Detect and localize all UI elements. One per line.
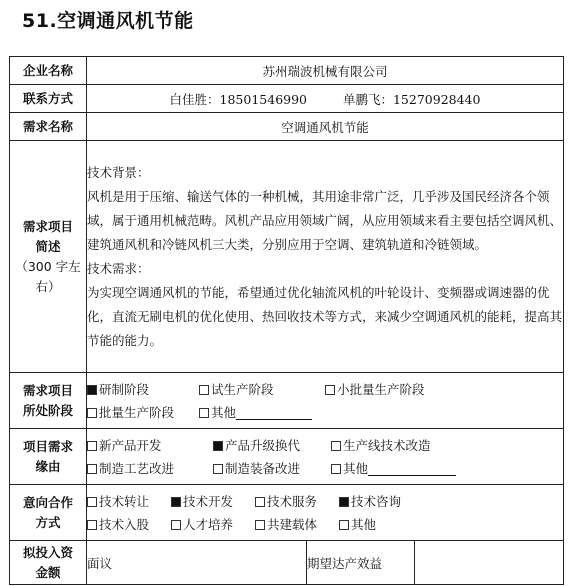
other-blank-line[interactable]	[236, 405, 312, 420]
stage-options	[87, 373, 564, 429]
origin-option[interactable]: 制造装备改进	[213, 457, 331, 480]
description-paragraph: 为实现空调通风机的节能，希望通过优化轴流风机的叶轮设计、变频器或调速器的优化，直流无刷电机的优化使用、热回收技术等方式，来减少空调通风机的能耗，提高其节能的能力。	[87, 284, 563, 348]
stage-option[interactable]: 其他	[199, 401, 312, 424]
checkbox-icon[interactable]	[213, 441, 223, 451]
investment-value: 面议	[87, 541, 307, 585]
investment-row	[10, 541, 564, 585]
checkbox-icon[interactable]	[199, 408, 209, 418]
origin-option[interactable]: 制造工艺改进	[87, 457, 213, 480]
demand-form-table	[9, 56, 564, 585]
checkbox-icon[interactable]	[325, 385, 335, 395]
checkbox-icon[interactable]	[87, 497, 97, 507]
cooperation-row	[10, 485, 564, 541]
description-label	[10, 141, 87, 373]
contact-row	[10, 85, 564, 113]
contact-label: 联系方式	[10, 85, 87, 113]
cooperation-option[interactable]: 其他	[339, 513, 376, 536]
investment-label-line: 金额	[35, 564, 61, 580]
demand-name-row	[10, 113, 564, 141]
origin-label-line: 缘由	[35, 458, 61, 474]
investment-label-line: 拟投入资	[22, 544, 73, 560]
checkbox-icon[interactable]	[87, 441, 97, 451]
cooperation-label	[10, 485, 87, 541]
description-label-line: （300 字左	[15, 258, 81, 274]
demand-name-value: 空调通风机节能	[87, 113, 564, 141]
checkbox-icon[interactable]	[171, 497, 181, 507]
origin-row	[10, 429, 564, 485]
investment-label	[10, 541, 87, 585]
origin-label-line: 项目需求	[22, 438, 73, 454]
checkbox-icon[interactable]	[87, 385, 97, 395]
cooperation-option[interactable]: 共建载体	[255, 513, 339, 536]
cooperation-option[interactable]: 技术入股	[87, 513, 171, 536]
origin-option[interactable]: 生产线技术改造	[331, 434, 431, 457]
checkbox-icon[interactable]	[171, 520, 181, 530]
stage-option[interactable]: 批量生产阶段	[87, 401, 199, 424]
checkbox-icon[interactable]	[331, 441, 341, 451]
origin-option[interactable]: 新产品开发	[87, 434, 213, 457]
checkbox-icon[interactable]	[87, 520, 97, 530]
description-text	[87, 141, 564, 373]
company-value: 苏州瑞波机械有限公司	[87, 57, 564, 85]
origin-option[interactable]: 产品升级换代	[213, 434, 331, 457]
benefit-label: 期望达产效益	[307, 541, 415, 585]
origin-options	[87, 429, 564, 485]
cooperation-option[interactable]: 人才培养	[171, 513, 255, 536]
stage-label-line: 需求项目	[22, 382, 73, 398]
description-label-line: 简述	[35, 238, 61, 254]
company-label: 企业名称	[10, 57, 87, 85]
checkbox-icon[interactable]	[255, 520, 265, 530]
cooperation-option[interactable]: 技术服务	[255, 490, 339, 513]
contact-person-2: 单鹏飞：15270928440	[342, 91, 481, 107]
description-paragraph: 技术需求：	[87, 260, 150, 276]
description-label-line: 需求项目	[22, 218, 73, 234]
cooperation-option[interactable]: 技术转让	[87, 490, 171, 513]
checkbox-icon[interactable]	[213, 464, 223, 474]
page-title: 51.空调通风机节能	[22, 10, 194, 32]
stage-row	[10, 373, 564, 429]
description-row	[10, 141, 564, 373]
stage-option[interactable]: 试生产阶段	[199, 378, 325, 401]
description-label-line: 右）	[35, 278, 61, 294]
checkbox-icon[interactable]	[87, 464, 97, 474]
cooperation-option[interactable]: 技术开发	[171, 490, 255, 513]
checkbox-icon[interactable]	[199, 385, 209, 395]
checkbox-icon[interactable]	[339, 520, 349, 530]
stage-label-line: 所处阶段	[22, 402, 73, 418]
stage-option[interactable]: 小批量生产阶段	[325, 378, 425, 401]
description-paragraph: 技术背景：	[87, 164, 150, 180]
cooperation-label-line: 意向合作	[22, 494, 73, 510]
checkbox-icon[interactable]	[87, 408, 97, 418]
cooperation-options	[87, 485, 564, 541]
cooperation-option[interactable]: 技术咨询	[339, 490, 401, 513]
description-paragraph: 风机是用于压缩、输送气体的一种机械，其用途非常广泛，几乎涉及国民经济各个领域，属于通用机械范畴。风机产品应用领域广阔，从应用领域来看主要包括空调风机、建筑通风机和冷链风机三大类，分别应用于空调、建筑轨道和冷链领域。	[87, 188, 563, 252]
benefit-value[interactable]	[415, 541, 564, 585]
stage-option[interactable]: 研制阶段	[87, 378, 199, 401]
checkbox-icon[interactable]	[331, 464, 341, 474]
origin-label	[10, 429, 87, 485]
company-row	[10, 57, 564, 85]
checkbox-icon[interactable]	[339, 497, 349, 507]
demand-name-label: 需求名称	[10, 113, 87, 141]
checkbox-icon[interactable]	[255, 497, 265, 507]
stage-label	[10, 373, 87, 429]
other-blank-line[interactable]	[368, 461, 456, 476]
origin-option[interactable]: 其他	[331, 457, 456, 480]
contact-person-1: 白佳胜：18501546990	[169, 91, 308, 107]
cooperation-label-line: 方式	[35, 514, 61, 530]
contact-value	[87, 85, 564, 113]
